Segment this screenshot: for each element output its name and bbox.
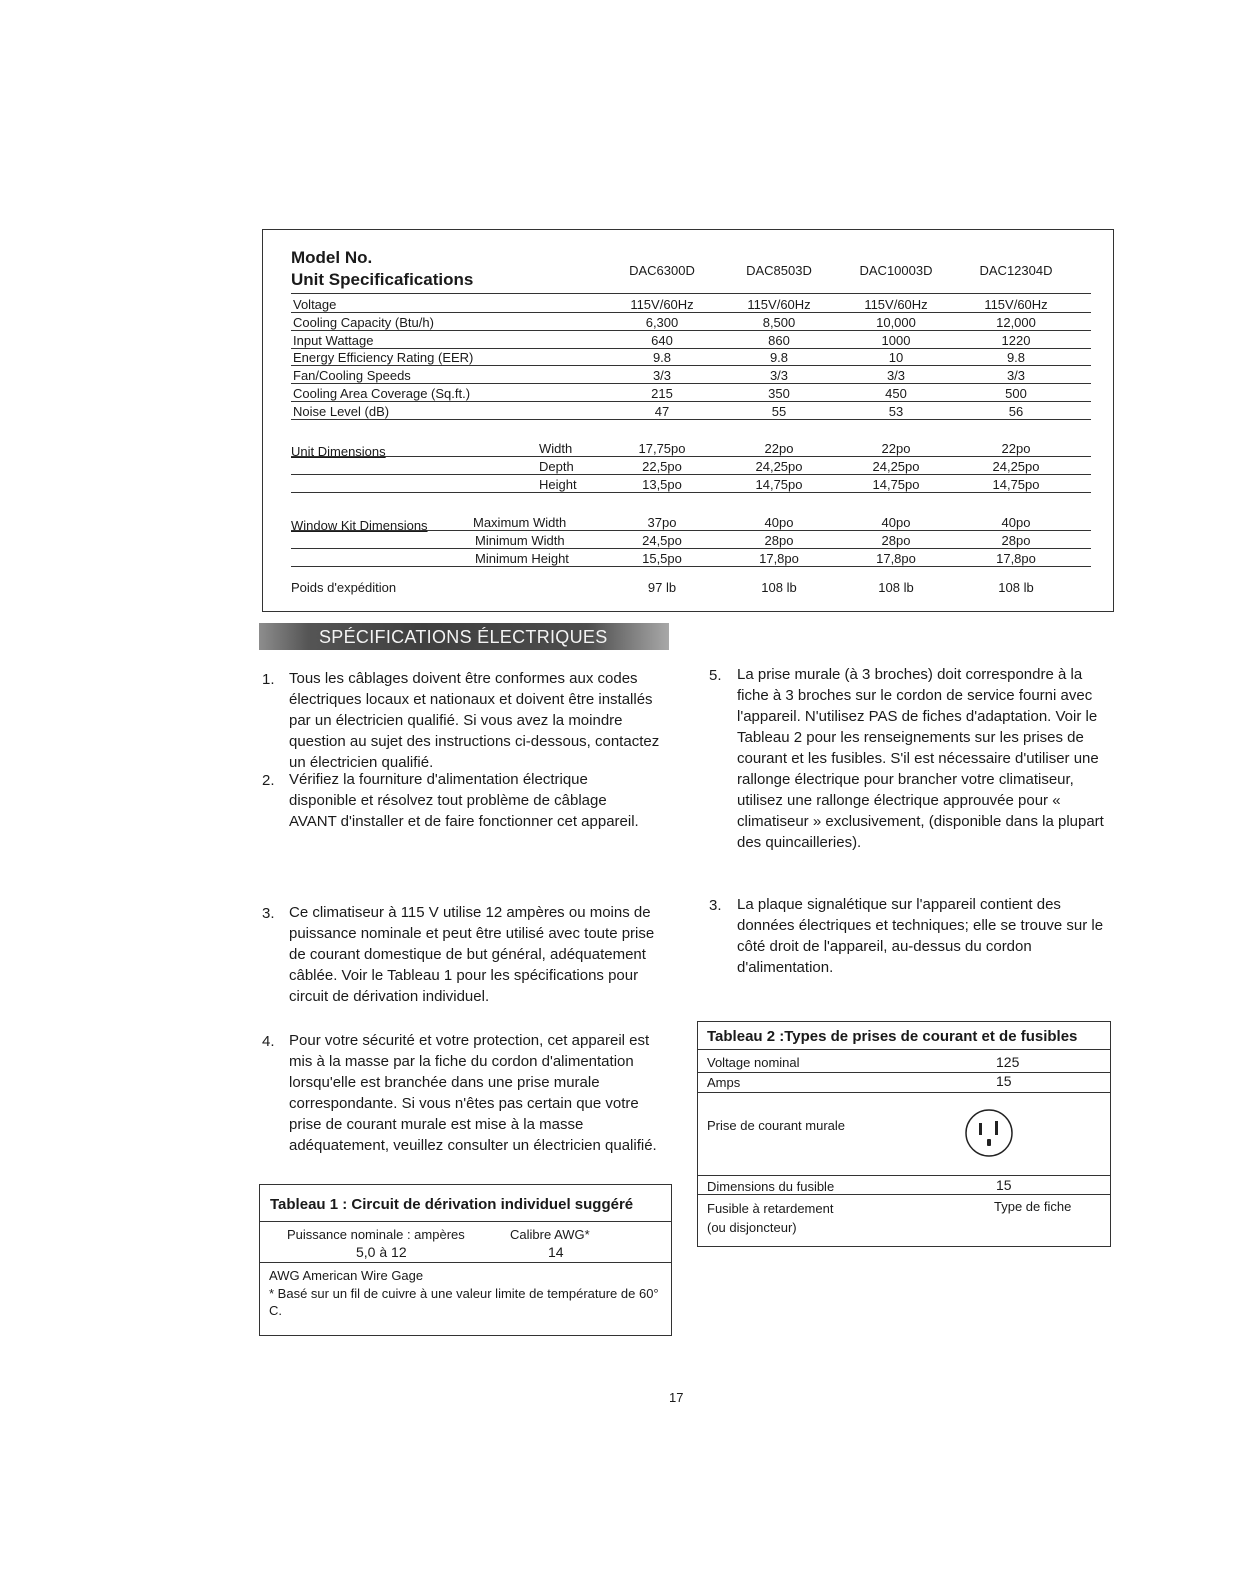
item-number: 2. xyxy=(262,772,275,789)
spec-row-value: 860 xyxy=(768,332,790,348)
spec-row-value: 115V/60Hz xyxy=(747,297,811,312)
shipping-value: 108 lb xyxy=(878,580,914,595)
spec-row-value: 640 xyxy=(651,332,673,348)
spec-table xyxy=(262,229,1114,612)
spec-row-value: 40po xyxy=(881,515,911,530)
item-text: La plaque signalétique sur l'appareil contient des données électriques et techniques; elle se trouve sur le côté droit de l'appareil, au-dessus du cordon d'alimentation. xyxy=(737,896,1104,976)
spec-row-value: 9.8 xyxy=(652,350,672,366)
model-label: Model No. xyxy=(291,248,373,267)
spec-row-value: 22po xyxy=(881,441,911,456)
spec-row-value: 350 xyxy=(768,386,790,401)
shipping-value: 108 lb xyxy=(761,580,797,595)
shipping-value: 97 lb xyxy=(647,580,677,595)
spec-row-label: Input Wattage xyxy=(293,332,374,348)
row-line xyxy=(291,456,1091,457)
spec-row-value: 24,25po xyxy=(992,459,1040,474)
spec-row-value: 47 xyxy=(654,403,670,419)
spec-row-value: 8,500 xyxy=(762,314,796,330)
tableau-2-row-label: Voltage nominal xyxy=(707,1055,800,1070)
spec-row-label: Noise Level (dB) xyxy=(293,403,390,419)
row-line xyxy=(291,530,1091,531)
spec-row-value: 28po xyxy=(881,533,911,548)
spec-row-value: 53 xyxy=(888,403,904,419)
spec-row-label: Maximum Width xyxy=(473,515,567,530)
item-text: Ce climatiseur à 115 V utilise 12 ampères ou moins de puissance nominale et peut être utilisé avec toute prise de courant domestique de but général, adéquatement câblée. Voir le Tableau 1 pour les spécifications pour circuit de dérivation individuel. xyxy=(289,904,655,1005)
window-kit-label: Window Kit Dimensions xyxy=(291,518,428,533)
spec-row-value: 17,8po xyxy=(876,551,916,566)
spec-row-label: Cooling Capacity (Btu/h) xyxy=(293,314,434,330)
spec-row-value: 450 xyxy=(885,386,907,401)
tableau-1-col2-value: 14 xyxy=(548,1244,564,1260)
spec-row-value: 13,5po xyxy=(642,477,682,492)
spec-row-value: 115V/60Hz xyxy=(984,297,1048,312)
spec-row-value: 14,75po xyxy=(992,477,1040,492)
spec-row-label: Minimum Height xyxy=(475,551,569,566)
item-number: 4. xyxy=(262,1033,275,1050)
row-line xyxy=(291,401,1091,402)
tableau-2-row-label: Dimensions du fusible xyxy=(707,1179,835,1194)
divider xyxy=(698,1072,1110,1073)
tableau-2-fuse-label: Fusible à retardement (ou disjoncteur) xyxy=(707,1201,834,1235)
tableau-2-row-label: Prise de courant murale xyxy=(707,1118,846,1133)
item-text: Pour votre sécurité et votre protection, cet appareil est mis à la masse par la fiche du cordon d'alimentation lorsqu'elle est branchée dans une prise murale correspondante. Si vous n'êtes pas certain que votre prise de courant murale est mise à la masse adéquatement, veuillez consulter un électricien qualifié. xyxy=(289,1032,657,1154)
tableau-1-footnote: * Basé sur un fil de cuivre à une valeur limite de température de 60° C. xyxy=(269,1286,659,1318)
spec-row-value: 14,75po xyxy=(755,477,803,492)
spec-row-value: 22po xyxy=(764,441,794,456)
spec-row-value: 40po xyxy=(764,515,794,530)
item-text: Vérifiez la fourniture d'alimentation électrique disponible et résolvez tout problème de câblage AVANT d'installer et de faire fonctionner cet appareil. xyxy=(289,771,639,830)
unit-spec-label: Unit Specificafications xyxy=(291,270,474,289)
section-banner xyxy=(259,623,669,650)
item-number: 1. xyxy=(262,671,275,688)
divider xyxy=(698,1194,1110,1195)
spec-row-label: Height xyxy=(539,477,577,492)
spec-row-label: Fan/Cooling Speeds xyxy=(293,368,411,384)
row-line xyxy=(291,548,1091,549)
row-line xyxy=(291,474,1091,475)
tableau-1-col2-header: Calibre AWG* xyxy=(510,1227,590,1242)
spec-row-value: 14,75po xyxy=(872,477,920,492)
divider xyxy=(698,1175,1110,1176)
spec-row-value: 22,5po xyxy=(642,459,682,474)
item-text: Tous les câblages doivent être conformes aux codes électriques locaux et nationaux et doivent être installés par un électricien qualifié. Si vous avez la moindre question au sujet des instructions ci-dessous, contactez un électricien qualifié. xyxy=(289,670,660,771)
item-text: La prise murale (à 3 broches) doit correspondre à la fiche à 3 broches sur le cordon de service fourni avec l'appareil. N'utilisez PAS de fiches d'adaptation. Voir le Tableau 2 pour les renseignements sur les prises de courant et les fusibles. S'il est nécessaire d'utiliser une rallonge électrique pour brancher votre climatiseur, utilisez une rallonge électrique approuvée pour « climatiseur » exclusivement, (disponible dans la plupart des quincailleries). xyxy=(737,666,1104,851)
spec-row-value: 3/3 xyxy=(652,368,672,384)
row-line xyxy=(291,312,1091,313)
row-line xyxy=(291,383,1091,384)
model-col-4: DAC12304D xyxy=(979,263,1053,278)
spec-row-value: 3/3 xyxy=(769,368,789,384)
tableau-1-note: AWG American Wire Gage xyxy=(269,1268,424,1283)
row-line xyxy=(291,348,1091,349)
spec-row-value: 3/3 xyxy=(1006,368,1026,384)
tableau-2-fuse-value: Type de fiche xyxy=(994,1199,1072,1214)
tableau-2 xyxy=(697,1021,1111,1247)
row-line xyxy=(291,492,1091,493)
spec-row-value: 10,000 xyxy=(876,314,916,330)
row-line xyxy=(291,330,1091,331)
item-number: 3. xyxy=(709,897,722,914)
spec-row-label: Energy Efficiency Rating (EER) xyxy=(293,350,474,366)
spec-row-value: 1220 xyxy=(1001,332,1031,348)
divider xyxy=(260,1262,671,1263)
spec-row-value: 28po xyxy=(1001,533,1031,548)
spec-row-value: 40po xyxy=(1001,515,1031,530)
item-number: 3. xyxy=(262,905,275,922)
section-title: SPÉCIFICATIONS ÉLECTRIQUES xyxy=(319,627,608,647)
tableau-2-row-label: Amps xyxy=(707,1075,741,1090)
tableau-2-row-value: 15 xyxy=(996,1073,1012,1089)
tableau-1-title: Tableau 1 : Circuit de dérivation individuel suggéré xyxy=(270,1196,634,1213)
spec-row-value: 24,5po xyxy=(642,533,682,548)
spec-row-label: Minimum Width xyxy=(475,533,565,548)
spec-row-value: 1000 xyxy=(881,332,911,348)
tableau-2-title: Tableau 2 :Types de prises de courant et de fusibles xyxy=(707,1028,1078,1045)
spec-row-label: Width xyxy=(539,441,573,456)
spec-row-value: 9.8 xyxy=(1006,350,1026,366)
spec-row-value: 215 xyxy=(651,386,673,401)
model-col-1: DAC6300D xyxy=(629,263,695,278)
spec-row-value: 22po xyxy=(1001,441,1031,456)
spec-row-value: 115V/60Hz xyxy=(864,297,928,312)
model-col-2: DAC8503D xyxy=(746,263,812,278)
row-line xyxy=(291,365,1091,366)
divider xyxy=(698,1092,1110,1093)
shipping-value: 108 lb xyxy=(998,580,1034,595)
tableau-1-col1-value: 5,0 à 12 xyxy=(356,1244,407,1260)
spec-row-value: 10 xyxy=(888,350,904,366)
spec-row-value: 17,75po xyxy=(638,441,686,456)
spec-row-value: 9.8 xyxy=(769,350,789,366)
tableau-1 xyxy=(259,1184,672,1336)
row-line xyxy=(291,566,1091,567)
spec-row-value: 15,5po xyxy=(642,551,682,566)
spec-row-label: Voltage xyxy=(293,297,337,312)
divider xyxy=(698,1049,1110,1050)
spec-row-value: 56 xyxy=(1008,403,1024,419)
spec-row-value: 115V/60Hz xyxy=(630,297,694,312)
divider xyxy=(291,293,1091,294)
divider xyxy=(260,1221,671,1222)
tableau-2-row-value: 15 xyxy=(996,1177,1012,1193)
tableau-2-row-value: 125 xyxy=(996,1054,1020,1070)
spec-row-value: 3/3 xyxy=(886,368,906,384)
spec-row-value: 17,8po xyxy=(759,551,799,566)
spec-row-label: Cooling Area Coverage (Sq.ft.) xyxy=(293,386,471,401)
unit-dimensions-label: Unit Dimensions xyxy=(291,444,386,459)
spec-row-value: 6,300 xyxy=(645,314,679,330)
spec-row-value: 17,8po xyxy=(996,551,1036,566)
spec-row-value: 37po xyxy=(647,515,677,530)
spec-row-value: 55 xyxy=(771,403,787,419)
spec-row-value: 24,25po xyxy=(755,459,803,474)
page-number: 17 xyxy=(669,1390,684,1405)
item-number: 5. xyxy=(709,667,722,684)
tableau-1-col1-header: Puissance nominale : ampères xyxy=(287,1227,465,1242)
row-line xyxy=(291,419,1091,420)
spec-row-value: 12,000 xyxy=(996,314,1036,330)
spec-row-value: 24,25po xyxy=(872,459,920,474)
model-col-3: DAC10003D xyxy=(859,263,933,278)
spec-row-value: 500 xyxy=(1005,386,1027,401)
shipping-label: Poids d'expédition xyxy=(291,580,397,595)
spec-row-label: Depth xyxy=(539,459,574,474)
spec-row-value: 28po xyxy=(764,533,794,548)
outlet-icon xyxy=(962,1106,1016,1160)
